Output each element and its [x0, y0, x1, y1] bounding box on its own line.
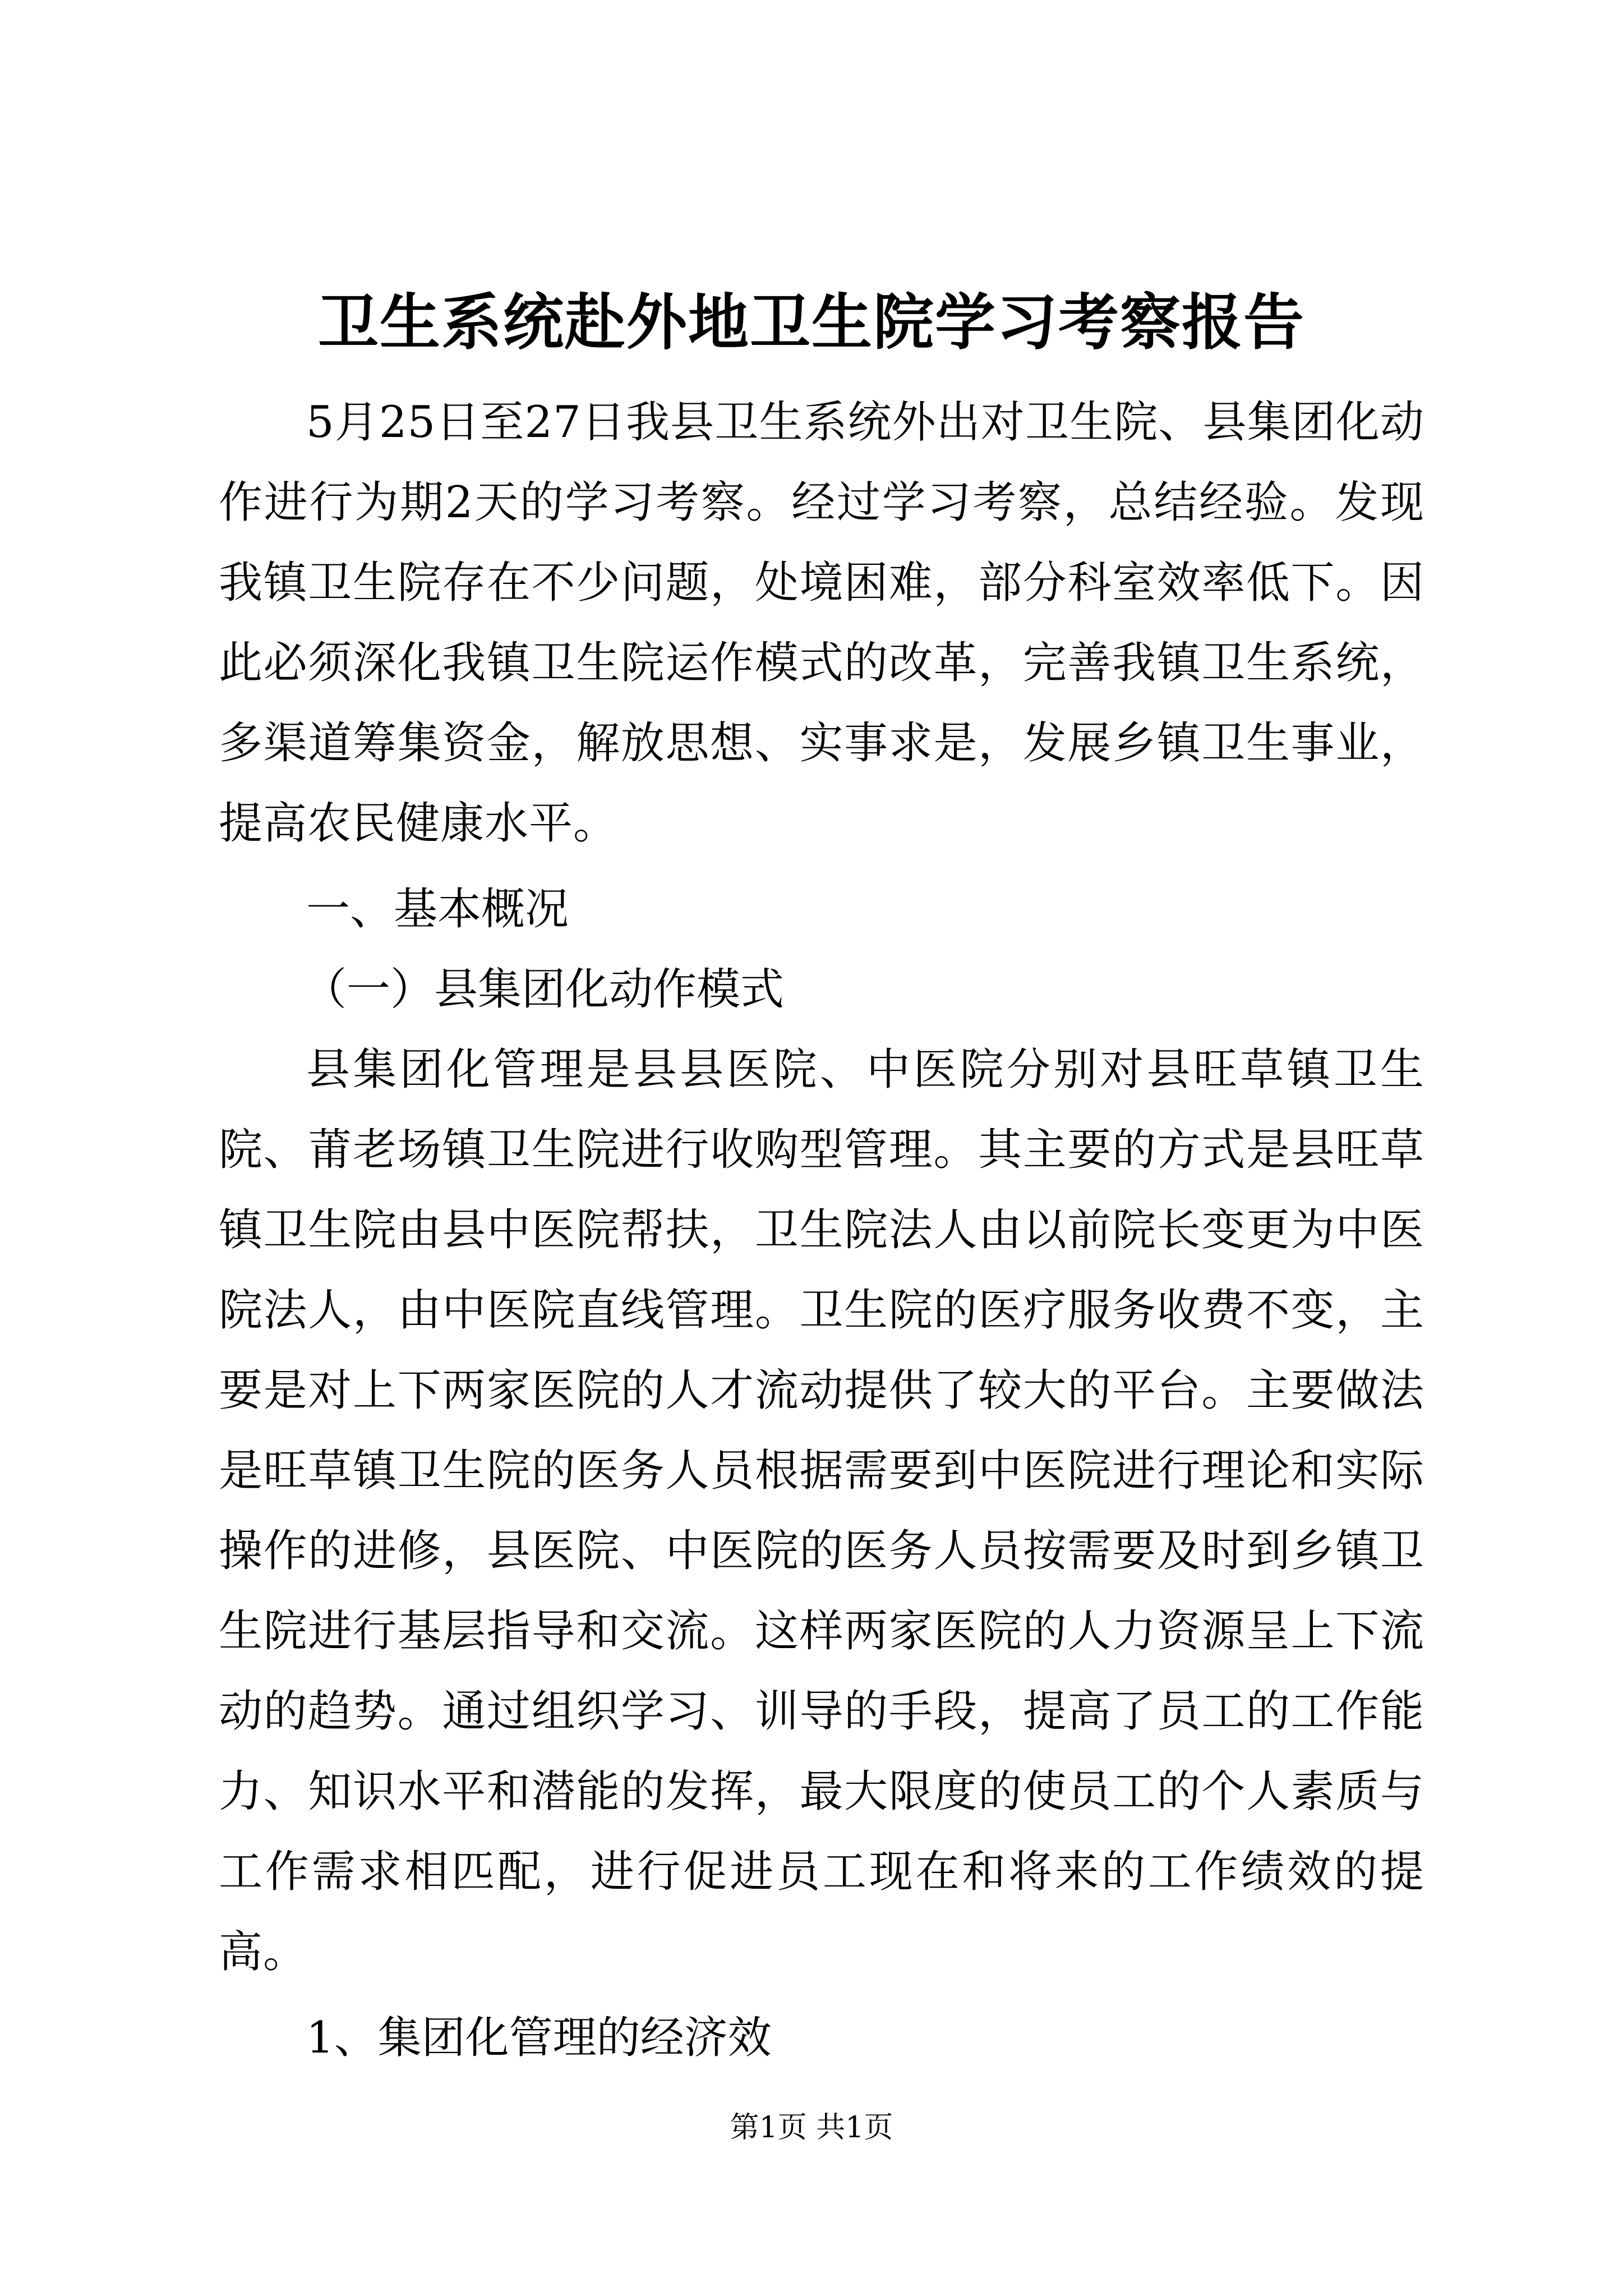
section-heading: 一、基本概况: [306, 884, 569, 935]
subsection-heading: （一）县集团化动作模式: [303, 964, 785, 1015]
paragraph-spacer: [219, 1993, 1424, 1998]
paragraph-spacer: [219, 864, 1424, 869]
intro-paragraph: 5月25日至27日我县卫生系统外出对卫生院、县集团化动作进行为期2天的学习考察。经过学习考察，总结经验。发现我镇卫生院存在不少问题，处境困难，部分科室效率低下。因此必须深化我镇卫生院运作模式的改革，完善我镇卫生系统，多渠道筹集资金，解放思想、实事求是，发展乡镇卫生事业，提高农民健康水平。: [219, 397, 1424, 849]
page-footer: 第1页 共1页: [730, 2111, 893, 2145]
item-heading: 1、集团化管理的经济效: [306, 2013, 772, 2063]
document-title: 卫生系统赴外地卫生院学习考察报告: [317, 287, 1305, 358]
document-body: [219, 383, 1424, 2078]
subsection-paragraph: 县集团化管理是县县医院、中医院分别对县旺草镇卫生院、莆老场镇卫生院进行收购型管理。其主要的方式是县旺草镇卫生院由县中医院帮扶，卫生院法人由以前院长变更为中医院法人，由中医院直线管理。卫生院的医疗服务收费不变，主要是对上下两家医院的人才流动提供了较大的平台。主要做法是旺草镇卫生院的医务人员根据需要到中医院进行理论和实际操作的进修，县医院、中医院的医务人员按需要及时到乡镇卫生院进行基层指导和交流。这样两家医院的人力资源呈上下流动的趋势。通过组织学习、训导的手段，提高了员工的工作能力、知识水平和潜能的发挥，最大限度的使员工的个人素质与工作需求相匹配，进行促进员工现在和将来的工作绩效的提高。: [219, 1045, 1424, 1977]
